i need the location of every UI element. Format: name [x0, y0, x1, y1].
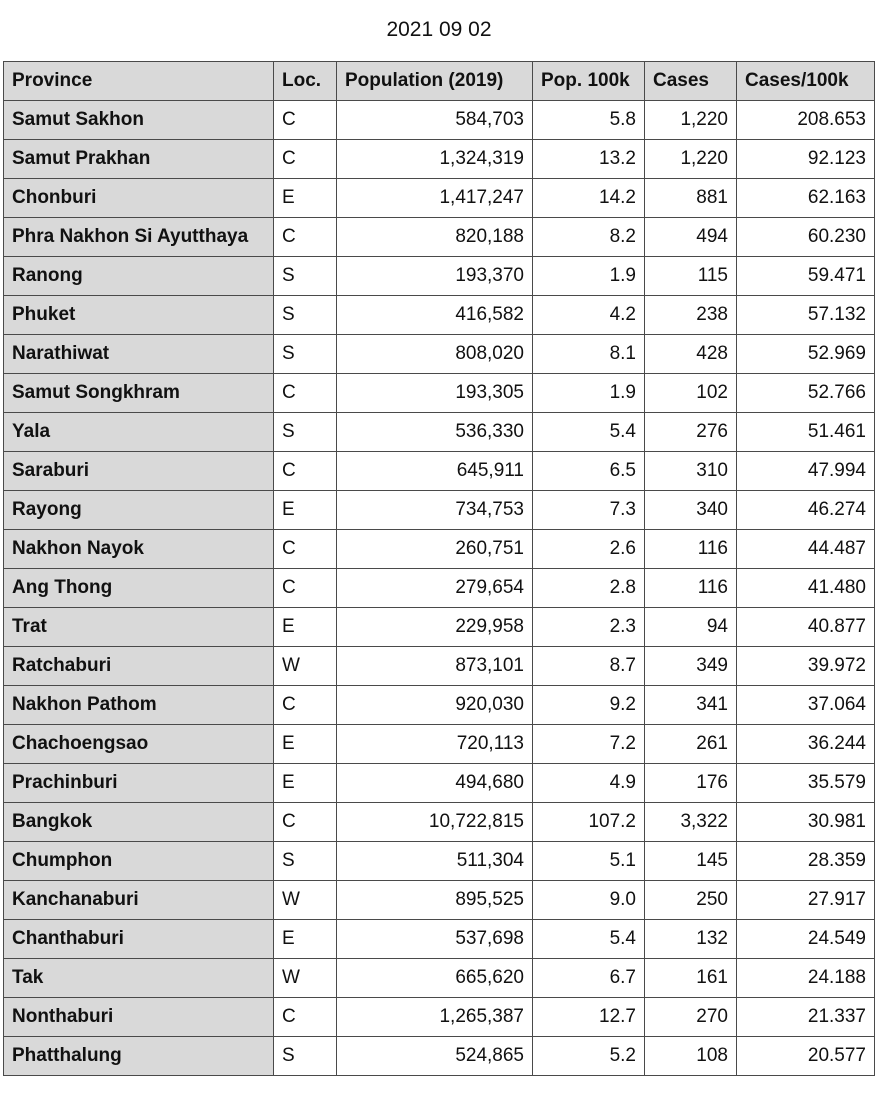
cell-province: Tak [4, 959, 274, 998]
cell-population: 511,304 [337, 842, 533, 881]
column-header-pop-100k: Pop. 100k [533, 62, 645, 101]
cell-cases-per-100k: 208.653 [737, 101, 875, 140]
cell-cases: 115 [645, 257, 737, 296]
column-header-province: Province [4, 62, 274, 101]
cell-loc: S [274, 1037, 337, 1076]
cell-loc: S [274, 413, 337, 452]
cell-cases-per-100k: 40.877 [737, 608, 875, 647]
cell-cases-per-100k: 44.487 [737, 530, 875, 569]
column-header-population: Population (2019) [337, 62, 533, 101]
cell-province: Samut Sakhon [4, 101, 274, 140]
cell-loc: E [274, 608, 337, 647]
cell-cases-per-100k: 24.549 [737, 920, 875, 959]
table-row [4, 920, 875, 959]
cell-cases-per-100k: 28.359 [737, 842, 875, 881]
cell-cases-per-100k: 35.579 [737, 764, 875, 803]
cell-loc: S [274, 842, 337, 881]
cell-cases-per-100k: 60.230 [737, 218, 875, 257]
cell-province: Bangkok [4, 803, 274, 842]
cell-province: Prachinburi [4, 764, 274, 803]
cell-cases: 270 [645, 998, 737, 1037]
cell-pop-100k: 12.7 [533, 998, 645, 1037]
cell-loc: E [274, 920, 337, 959]
table-row [4, 140, 875, 179]
cell-province: Chanthaburi [4, 920, 274, 959]
cell-province: Ang Thong [4, 569, 274, 608]
cell-cases-per-100k: 30.981 [737, 803, 875, 842]
table-row [4, 530, 875, 569]
cell-cases-per-100k: 41.480 [737, 569, 875, 608]
cell-loc: C [274, 530, 337, 569]
cell-loc: E [274, 179, 337, 218]
cell-pop-100k: 4.9 [533, 764, 645, 803]
cell-pop-100k: 2.3 [533, 608, 645, 647]
cell-province: Saraburi [4, 452, 274, 491]
cell-loc: S [274, 257, 337, 296]
cell-pop-100k: 8.2 [533, 218, 645, 257]
cell-pop-100k: 9.0 [533, 881, 645, 920]
cell-population: 734,753 [337, 491, 533, 530]
cell-population: 645,911 [337, 452, 533, 491]
column-header-cases-per-100k: Cases/100k [737, 62, 875, 101]
cell-cases: 116 [645, 569, 737, 608]
cell-cases-per-100k: 92.123 [737, 140, 875, 179]
cell-population: 1,265,387 [337, 998, 533, 1037]
cell-province: Phuket [4, 296, 274, 335]
cell-population: 720,113 [337, 725, 533, 764]
cell-cases: 108 [645, 1037, 737, 1076]
header-row [4, 62, 875, 101]
cell-province: Phra Nakhon Si Ayutthaya [4, 218, 274, 257]
cell-cases: 145 [645, 842, 737, 881]
cell-pop-100k: 7.2 [533, 725, 645, 764]
table-row [4, 413, 875, 452]
cell-loc: C [274, 452, 337, 491]
table-row [4, 335, 875, 374]
cell-cases-per-100k: 46.274 [737, 491, 875, 530]
cell-population: 494,680 [337, 764, 533, 803]
cell-cases-per-100k: 57.132 [737, 296, 875, 335]
cell-cases: 238 [645, 296, 737, 335]
table-row [4, 764, 875, 803]
cell-population: 895,525 [337, 881, 533, 920]
cell-province: Nonthaburi [4, 998, 274, 1037]
cell-province: Ranong [4, 257, 274, 296]
cell-loc: S [274, 296, 337, 335]
cell-cases: 176 [645, 764, 737, 803]
cell-loc: C [274, 101, 337, 140]
cell-cases-per-100k: 24.188 [737, 959, 875, 998]
cell-cases: 310 [645, 452, 737, 491]
cell-province: Ratchaburi [4, 647, 274, 686]
cell-population: 279,654 [337, 569, 533, 608]
cell-loc: W [274, 647, 337, 686]
cell-pop-100k: 1.9 [533, 257, 645, 296]
cell-pop-100k: 2.8 [533, 569, 645, 608]
cell-cases-per-100k: 51.461 [737, 413, 875, 452]
cell-pop-100k: 5.8 [533, 101, 645, 140]
cell-pop-100k: 6.7 [533, 959, 645, 998]
table-row [4, 218, 875, 257]
cell-cases: 261 [645, 725, 737, 764]
cell-pop-100k: 6.5 [533, 452, 645, 491]
table-row [4, 257, 875, 296]
cell-population: 808,020 [337, 335, 533, 374]
cell-loc: C [274, 140, 337, 179]
cell-province: Chumphon [4, 842, 274, 881]
cell-province: Yala [4, 413, 274, 452]
cell-cases-per-100k: 36.244 [737, 725, 875, 764]
table-row [4, 491, 875, 530]
cell-province: Rayong [4, 491, 274, 530]
cell-population: 537,698 [337, 920, 533, 959]
cell-province: Kanchanaburi [4, 881, 274, 920]
cell-cases: 340 [645, 491, 737, 530]
cell-province: Narathiwat [4, 335, 274, 374]
table-row [4, 179, 875, 218]
cell-pop-100k: 5.4 [533, 413, 645, 452]
cell-province: Samut Songkhram [4, 374, 274, 413]
cell-population: 920,030 [337, 686, 533, 725]
cell-pop-100k: 14.2 [533, 179, 645, 218]
cell-pop-100k: 8.7 [533, 647, 645, 686]
cell-pop-100k: 13.2 [533, 140, 645, 179]
table-row [4, 881, 875, 920]
cell-population: 10,722,815 [337, 803, 533, 842]
cell-pop-100k: 5.1 [533, 842, 645, 881]
cell-loc: E [274, 725, 337, 764]
cell-province: Samut Prakhan [4, 140, 274, 179]
cell-loc: E [274, 491, 337, 530]
cell-population: 1,417,247 [337, 179, 533, 218]
cell-cases: 341 [645, 686, 737, 725]
cell-population: 536,330 [337, 413, 533, 452]
cell-cases-per-100k: 59.471 [737, 257, 875, 296]
cell-cases: 102 [645, 374, 737, 413]
table-row [4, 725, 875, 764]
cell-population: 524,865 [337, 1037, 533, 1076]
cell-cases: 3,322 [645, 803, 737, 842]
cell-population: 193,305 [337, 374, 533, 413]
table-row [4, 608, 875, 647]
table-row [4, 1037, 875, 1076]
cell-province: Nakhon Nayok [4, 530, 274, 569]
cell-province: Chonburi [4, 179, 274, 218]
table-row [4, 842, 875, 881]
cell-loc: C [274, 998, 337, 1037]
cell-cases-per-100k: 47.994 [737, 452, 875, 491]
cell-province: Nakhon Pathom [4, 686, 274, 725]
data-table [3, 61, 875, 1076]
cell-cases: 250 [645, 881, 737, 920]
cell-pop-100k: 2.6 [533, 530, 645, 569]
cell-cases: 132 [645, 920, 737, 959]
cell-cases: 428 [645, 335, 737, 374]
cell-loc: S [274, 335, 337, 374]
cell-population: 229,958 [337, 608, 533, 647]
cell-cases-per-100k: 20.577 [737, 1037, 875, 1076]
cell-pop-100k: 5.4 [533, 920, 645, 959]
cell-pop-100k: 8.1 [533, 335, 645, 374]
cell-loc: C [274, 803, 337, 842]
cell-population: 1,324,319 [337, 140, 533, 179]
table-row [4, 452, 875, 491]
cell-population: 260,751 [337, 530, 533, 569]
cell-cases: 94 [645, 608, 737, 647]
cell-cases-per-100k: 52.969 [737, 335, 875, 374]
cell-population: 193,370 [337, 257, 533, 296]
cell-pop-100k: 107.2 [533, 803, 645, 842]
cell-cases: 1,220 [645, 140, 737, 179]
cell-population: 820,188 [337, 218, 533, 257]
cell-cases: 276 [645, 413, 737, 452]
cell-cases-per-100k: 39.972 [737, 647, 875, 686]
cell-population: 584,703 [337, 101, 533, 140]
cell-cases-per-100k: 52.766 [737, 374, 875, 413]
table-row [4, 101, 875, 140]
cell-province: Phatthalung [4, 1037, 274, 1076]
cell-cases: 161 [645, 959, 737, 998]
table-row [4, 998, 875, 1037]
column-header-loc: Loc. [274, 62, 337, 101]
cell-loc: W [274, 881, 337, 920]
cell-population: 416,582 [337, 296, 533, 335]
cell-loc: W [274, 959, 337, 998]
cell-cases: 116 [645, 530, 737, 569]
cell-cases: 881 [645, 179, 737, 218]
column-header-cases: Cases [645, 62, 737, 101]
cell-cases-per-100k: 21.337 [737, 998, 875, 1037]
cell-province: Chachoengsao [4, 725, 274, 764]
table-row [4, 296, 875, 335]
cell-cases-per-100k: 62.163 [737, 179, 875, 218]
cell-province: Trat [4, 608, 274, 647]
cell-pop-100k: 9.2 [533, 686, 645, 725]
cell-cases: 349 [645, 647, 737, 686]
table-row [4, 959, 875, 998]
table-title: 2021 09 02 [386, 18, 492, 41]
table-row [4, 374, 875, 413]
table-row [4, 569, 875, 608]
cell-loc: C [274, 686, 337, 725]
cell-cases-per-100k: 27.917 [737, 881, 875, 920]
table-body [4, 101, 875, 1076]
cell-pop-100k: 5.2 [533, 1037, 645, 1076]
table-row [4, 647, 875, 686]
cell-loc: C [274, 218, 337, 257]
cell-population: 873,101 [337, 647, 533, 686]
cell-loc: C [274, 374, 337, 413]
cell-population: 665,620 [337, 959, 533, 998]
cell-pop-100k: 1.9 [533, 374, 645, 413]
table-row [4, 686, 875, 725]
cell-pop-100k: 7.3 [533, 491, 645, 530]
cell-cases-per-100k: 37.064 [737, 686, 875, 725]
cell-loc: E [274, 764, 337, 803]
table-row [4, 803, 875, 842]
cell-cases: 1,220 [645, 101, 737, 140]
cell-pop-100k: 4.2 [533, 296, 645, 335]
cell-loc: C [274, 569, 337, 608]
cell-cases: 494 [645, 218, 737, 257]
